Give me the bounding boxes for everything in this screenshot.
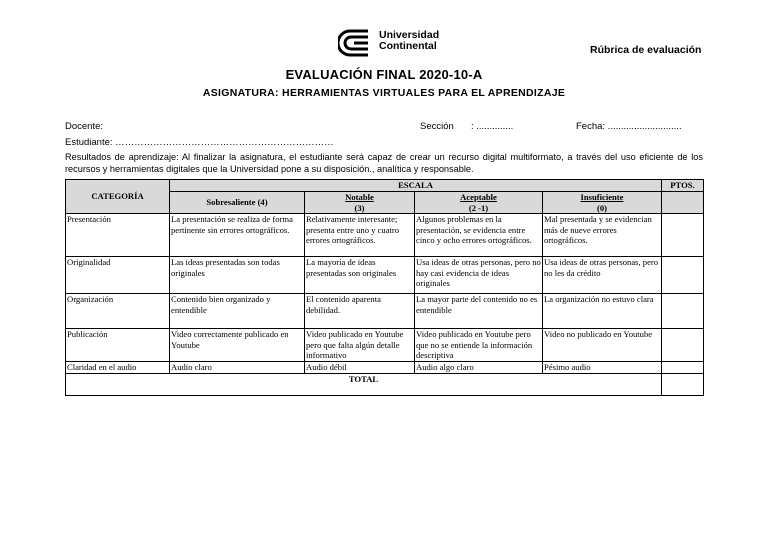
points-cell <box>662 294 704 329</box>
level-header <box>305 192 415 214</box>
fecha-field: Fecha: ............................ <box>576 121 682 132</box>
criterion-cell: Video publicado en Youtube pero que falta algún detalle informativo <box>305 329 415 362</box>
learning-outcome: Resultados de aprendizaje: Al finalizar la asignatura, el estudiante será capaz de crear un recurso digital multiformato, a través del uso eficiente de los recursos y herramientas digitales que la Universidad pone a su disposición., analítica y responsable. <box>65 152 703 174</box>
criterion-cell: Contenido bien organizado y entendible <box>170 294 305 329</box>
criterion-cell: Algunos problemas en la presentación, se evidencia entre cinco y ocho errores ortográficos. <box>415 214 543 257</box>
level-name: Notable <box>345 192 374 202</box>
level-header <box>415 192 543 214</box>
points-cell <box>662 257 704 294</box>
criterion-cell: Usa ideas de otras personas, pero no hay casi evidencia de ideas originales <box>415 257 543 294</box>
criterion-cell: La organización no estuvo clara <box>543 294 662 329</box>
criterion-cell: Mal presentada y se evidencian más de nueve errores ortográficos. <box>543 214 662 257</box>
level-name: Insuficiente <box>580 192 624 202</box>
scale-header: ESCALA <box>170 180 662 192</box>
rubric-label: Rúbrica de evaluación <box>590 44 702 56</box>
table-row <box>66 362 704 374</box>
docente-field: Docente: <box>65 121 104 132</box>
category-cell: Claridad en el audio <box>66 362 170 374</box>
criterion-cell: Relativamente interesante; presenta entre uno y cuatro errores ortográficos. <box>305 214 415 257</box>
criterion-cell: Video correctamente publicado en Youtube <box>170 329 305 362</box>
total-row <box>66 373 704 395</box>
criterion-cell: El contenido aparenta debilidad. <box>305 294 415 329</box>
estudiante-field: Estudiante: …………………………………………………………… <box>65 137 334 148</box>
category-cell: Organización <box>66 294 170 329</box>
criterion-cell: Video publicado en Youtube pero que no se entiende la información descriptiva <box>415 329 543 362</box>
level-header <box>170 192 305 214</box>
category-header: CATEGORÍA <box>66 180 170 214</box>
table-row <box>66 329 704 362</box>
category-cell: Originalidad <box>66 257 170 294</box>
rubric-table <box>65 179 704 396</box>
category-cell: Publicación <box>66 329 170 362</box>
criterion-cell: La presentación se realiza de forma pertinente sin errores ortográficos. <box>170 214 305 257</box>
points-cell <box>662 362 704 374</box>
level-name: Sobresaliente (4) <box>206 197 268 208</box>
points-cell <box>662 214 704 257</box>
seccion-label: Sección <box>420 121 454 132</box>
criterion-cell: Las ideas presentadas son todas originales <box>170 257 305 294</box>
level-score: (3) <box>354 202 365 213</box>
criterion-cell: Video no publicado en Youtube <box>543 329 662 362</box>
criterion-cell: Audio algo claro <box>415 362 543 374</box>
criterion-cell: Pésimo audio <box>543 362 662 374</box>
total-label: TOTAL <box>66 373 662 395</box>
criterion-cell: La mayor parte del contenido no es entendible <box>415 294 543 329</box>
total-points-cell <box>662 373 704 395</box>
level-header <box>543 192 662 214</box>
points-cell <box>662 192 704 214</box>
table-row <box>66 214 704 257</box>
level-name: Aceptable <box>460 192 497 202</box>
logo-line2: Continental <box>379 40 437 52</box>
points-cell <box>662 329 704 362</box>
level-score: (2 -1) <box>468 202 489 213</box>
logo-line1: Universidad <box>379 29 440 41</box>
criterion-cell: Audio claro <box>170 362 305 374</box>
criterion-cell: Audio débil <box>305 362 415 374</box>
criterion-cell: La mayoría de ideas presentadas son originales <box>305 257 415 294</box>
criterion-cell: Usa ideas de otras personas, pero no les da crédito <box>543 257 662 294</box>
level-score: (0) <box>596 202 608 213</box>
page-title: EVALUACIÓN FINAL 2020-10-A <box>285 67 483 82</box>
category-cell: Presentación <box>66 214 170 257</box>
table-row <box>66 294 704 329</box>
seccion-value: : .............. <box>471 121 514 132</box>
university-logo <box>338 28 458 62</box>
table-row <box>66 257 704 294</box>
continental-logo-icon <box>338 28 374 58</box>
page-subtitle: ASIGNATURA: HERRAMIENTAS VIRTUALES PARA EL APRENDIZAJE <box>202 87 566 99</box>
points-header: PTOS. <box>662 180 704 192</box>
